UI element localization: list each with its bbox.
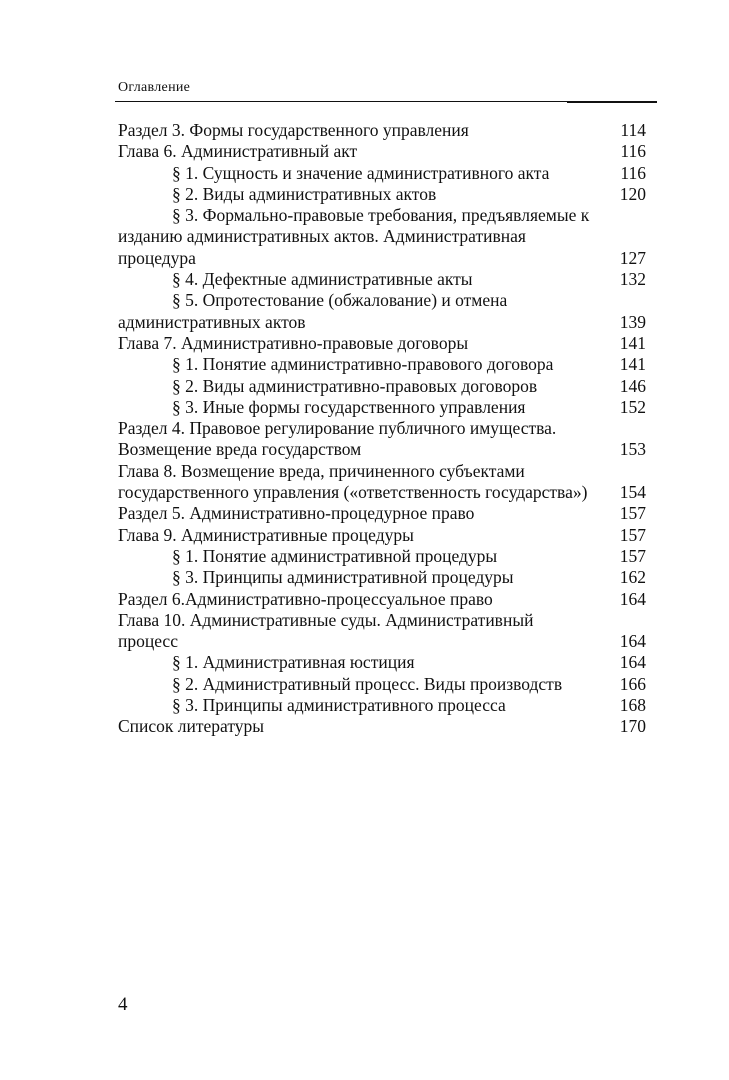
toc-entry-page: 132 [619,269,646,290]
toc-entry-title: § 3. Принципы административного процесса [172,695,506,716]
toc-entry [118,610,646,653]
toc-entry-title: Глава 7. Административно-правовые договоры [118,332,469,353]
toc-entry-page: 162 [619,567,646,588]
toc-entry [118,652,646,673]
toc-entry-title: Раздел 4. Правовое регулирование публичного имущества. Возмещение вреда государством [118,418,557,460]
toc-entry-title: Раздел 5. Административно-процедурное право [118,503,475,524]
toc-entry-page: 168 [619,695,646,716]
toc-entry [118,205,646,269]
toc-entry-page: 164 [619,588,646,609]
toc-entry [118,418,646,461]
toc-entry [118,120,646,141]
toc-entry-title: § 1. Административная юстиция [172,652,415,673]
toc-entry-page: 157 [619,503,646,524]
toc-entry-title: § 3. Иные формы государственного управления [172,396,526,417]
toc-entry-page: 116 [620,141,646,162]
toc-entry [118,354,646,375]
toc-entry-title: § 5. Опротестование (обжалование) и отмена административных актов [118,290,508,332]
toc-entry-title: Раздел 6.Административно-процессуальное право [118,588,493,609]
toc-entry-page: 152 [619,396,646,417]
toc-entry-title: Раздел 3. Формы государственного управления [118,120,469,140]
toc-entry-title: Глава 9. Административные процедуры [118,524,414,545]
toc-entry [118,567,646,588]
toc-entry-title: § 3. Принципы административной процедуры [172,567,514,588]
toc-entry-title: § 2. Виды административно-правовых договоров [172,375,538,396]
toc-entry-page: 114 [620,120,646,140]
toc-entry-title: § 2. Виды административных актов [172,183,437,204]
toc-entry-page: 120 [619,183,646,204]
toc-entry-title: § 1. Понятие административно-правового договора [172,354,554,375]
toc-entry-page: 157 [619,545,646,566]
toc-entry-title: Глава 8. Возмещение вреда, причиненного субъектами государственного управления («ответственность государства») [118,460,588,503]
toc-entry [118,141,646,162]
toc-entry-title: § 1. Сущность и значение административного акта [172,162,550,183]
toc-entry-title: § 1. Понятие административной процедуры [172,545,498,566]
toc-entry-page: 164 [619,652,646,673]
toc-entry-page: 154 [619,482,646,503]
toc-entry [118,269,646,290]
toc-entry [118,461,646,504]
toc-entry-page: 153 [619,439,646,460]
toc-entry-page: 157 [619,524,646,545]
toc-entry [118,290,646,333]
toc-entry-page: 141 [619,354,646,375]
toc-entry-title: Список литературы [118,716,265,737]
header-rule [115,101,657,102]
toc-entry-page: 141 [619,332,646,353]
toc-entry [118,674,646,695]
toc-entry [118,184,646,205]
toc-entry-page: 139 [619,311,646,332]
toc-entry-title: § 4. Дефектные административные акты [172,269,473,290]
toc-entry-title: § 2. Административный процесс. Виды производств [172,673,563,694]
toc-entry [118,695,646,716]
toc-entry [118,589,646,610]
toc-entry-page: 164 [619,631,646,652]
toc-entry-title: Глава 10. Административные суды. Административный процесс [118,609,534,652]
toc-entry [118,716,646,737]
toc-entry-title: Глава 6. Административный акт [118,141,358,162]
toc-entry [118,397,646,418]
toc-entry-page: 146 [619,375,646,396]
toc-entry [118,546,646,567]
toc-entry [118,376,646,397]
toc-entry-title: § 3. Формально-правовые требования, предъявляемые к изданию административных актов. Административная процедура [118,205,590,268]
toc-entry [118,503,646,524]
running-title: Оглавление [118,80,191,95]
toc-entry-page: 127 [619,247,646,268]
page-number: 4 [118,994,128,1015]
toc-entry-page: 116 [620,162,646,183]
toc-entry-page: 170 [619,716,646,737]
table-of-contents [118,120,646,738]
toc-entry [118,333,646,354]
toc-entry-page: 166 [619,673,646,694]
toc-entry [118,163,646,184]
toc-entry [118,525,646,546]
